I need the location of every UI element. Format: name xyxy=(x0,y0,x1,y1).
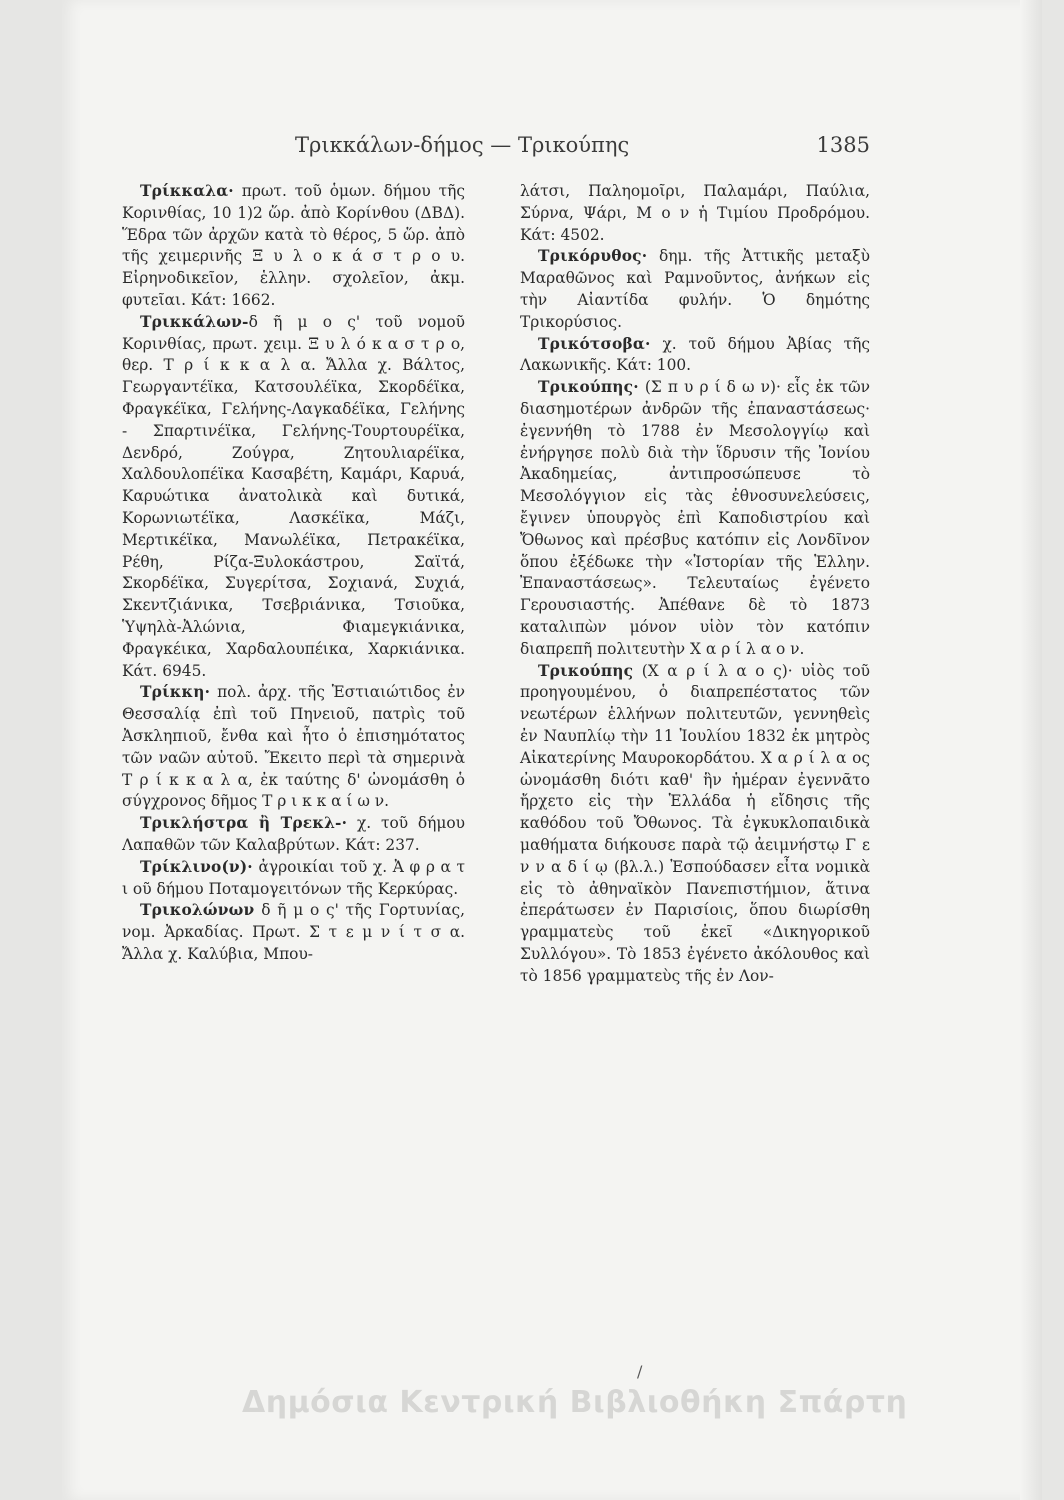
entry-headword: Τρίκκαλα· xyxy=(140,182,234,200)
entry-text: ἀγροικίαι τοῦ χ. Ἀ φ ρ α τ ι οῦ δήμου Ποταμογειτόνων τῆς Κερκύρας. xyxy=(122,857,465,898)
entry-text: δ ῆ μ ο ς' τοῦ νομοῦ Κορινθίας, πρωτ. χειμ. Ξ υ λ ό κ α σ τ ρ ο, θερ. Τ ρ ί κ κ α λ α. Ἄλλα χ. Βάλτος, Γεωργαντέϊκα, Κατσουλέϊκα, Σκορδέϊκα, Φραγκέϊκα, Γελήνης-Λαγκαδέϊκα, Γελήνης - Σπαρτινέϊκα, Γελήνης-Τουρτουρέϊκα, Δενδρό, Ζούγρα, Ζητουλιαρέϊκα, Χαλδουλοπέϊκα Κασαβέτη, Καμάρι, Καρυά, Καρυώτικα ἀνατολικὰ καὶ δυτικά, Κορωνιωτέϊκα, Λασκέϊκα, Μάζι, Μερτικέϊκα, Μανωλέϊκα, Πετρακέϊκα, Ρέθη, Ρίζα-Ξυλοκάστρου, Σαϊτά, Σκορδέϊκα, Συγερίτσα, Σοχιανά, Συχιά, Σκεντζιάνικα, Τσεβριάνικα, Τσιοῦκα, Ὑψηλὰ-Ἀλώνια, Φιαμεγκιάνικα, Φραγκέικα, Χαρδαλουπέικα, Χαρκιάνικα. Κάτ. 6945. xyxy=(122,312,465,680)
running-header xyxy=(295,133,870,167)
right-column xyxy=(520,181,870,987)
entry-trikki xyxy=(122,682,465,813)
entry-trikolonon xyxy=(122,900,465,965)
entry-trikkala xyxy=(122,181,465,312)
entry-headword: Τρικούπης· xyxy=(538,378,639,397)
entry-triklino xyxy=(122,857,465,901)
running-title: Τρικκάλων-δήμος — Τρικούπης xyxy=(295,133,630,157)
entry-trikoupis-spyridon xyxy=(520,377,870,660)
entry-trikorythos xyxy=(520,246,870,333)
entry-trikkalon-dimos xyxy=(122,312,465,683)
entry-headword: Τρικότσοβα· xyxy=(538,334,651,353)
entry-text: (Χ α ρ ί λ α ο ς)· υἱὸς τοῦ προηγουμένου, ὁ διαπρεπέστατος τῶν νεωτέρων ἑλλήνων πολιτευτῶν, γεννηθεὶς ἐν Ναυπλίῳ τὴν 11 Ἰουλίου 1832 ἐκ μητρὸς Αἰκατερίνης Μαυροκορδάτου. Χ α ρ ί λ α ος ὠνομάσθη διότι καθ' ἣν ἡμέραν ἐγεννᾶτο ἤρχετο εἰς τὴν Ἑλλάδα ἡ εἴδησις τῆς καθόδου τοῦ Ὄθωνος. Τὰ ἐγκυκλοπαιδικὰ μαθήματα διήκουσε παρὰ τῷ ἀειμνήστῳ Γ ε ν ν α δ ί ῳ (βλ.λ.) Ἐσπούδασεν εἶτα νομικὰ εἰς τὸ ἀθηναϊκὸν Πανεπιστήμιον, ἅτινα ἐπεράτωσεν ἐν Παρισίοις, ὅπου διωρίσθη γραμματεὺς τοῦ ἐκεῖ «Δικηγορικοῦ Συλλόγου». Τὸ 1853 ἐγένετο ἀκόλουθος καὶ τὸ 1856 γραμματεὺς τῆς ἐν Λον- xyxy=(520,661,870,985)
page-edge-shadow xyxy=(1020,0,1042,1500)
entry-headword: Τρικόρυθος· xyxy=(538,247,648,266)
entry-text: δημ. τῆς Ἀττικῆς μεταξὺ Μαραθῶνος καὶ Ραμνοῦντος, ἀνήκων εἰς τὴν Αἰαντίδα φυλήν. Ὁ δημότης Τρικορύσιος. xyxy=(520,247,870,331)
library-watermark: Δημόσια Κεντρική Βιβλιοθήκη Σπάρτη xyxy=(242,1385,908,1420)
entry-headword: Τρικλήστρα ἢ Τρεκλ-· xyxy=(140,814,348,833)
entry-headword: Τρικούπης xyxy=(538,661,634,680)
entry-trikoupis-charilaos xyxy=(520,661,870,988)
entry-text: χ. τοῦ δήμου Ἀβίας τῆς Λακωνικῆς. Κάτ: 100. xyxy=(520,334,870,375)
entry-triklistra xyxy=(122,813,465,857)
entry-trikotsova xyxy=(520,334,870,378)
entry-text: λάτσι, Παληομοῖρι, Παλαμάρι, Παύλια, Σύρνα, Ψάρι, Μ ο ν ἡ Τιμίου Προδρόμου. Κάτ: 4502. xyxy=(520,182,870,244)
entry-trikolonon-continued xyxy=(520,181,870,246)
entry-headword: Τρίκλινο(ν)· xyxy=(140,857,253,876)
entry-headword: Τρικολώνων xyxy=(140,901,255,920)
margin-mark: / xyxy=(637,1362,643,1381)
entry-headword: Τρικκάλων- xyxy=(140,312,249,331)
entry-text: δ ῆ μ ο ς' τῆς Γορτυνίας, νομ. Ἀρκαδίας. Πρωτ. Σ τ ε μ ν ί τ σ α. Ἄλλα χ. Καλύβια, Μπου- xyxy=(122,901,465,963)
left-column xyxy=(122,181,465,966)
entry-text: χ. τοῦ δήμου Λαπαθῶν τῶν Καλαβρύτων. Κάτ: 237. xyxy=(122,814,465,854)
entry-text: (Σ π υ ρ ί δ ω ν)· εἷς ἐκ τῶν διασημοτέρων ἀνδρῶν τῆς ἐπαναστάσεως· ἐγεννήθη τὸ 1788 ἐν Μεσολογγίῳ καὶ ἐνήργησε πολὺ διὰ τὴν ἵδρυσιν τῆς Ἰονίου Ἀκαδημείας, ἀντιπροσώπευσε τὸ Μεσολόγγιον εἰς τὰς ἐθνοσυνελεύσεις, ἔγινεν ὑπουργὸς ἐπὶ Καποδιστρίου καὶ Ὄθωνος καὶ πρέσβυς κατόπιν εἰς Λονδῖνον ὅπου ἐξέδωκε τὴν «Ἱστορίαν τῆς Ἑλλην. Ἐπαναστάσεως». Τελευταίως ἐγένετο Γερουσιαστής. Ἀπέθανε δὲ τὸ 1873 καταλιπὼν μόνον υἱὸν τὸν κατόπιν διαπρεπῆ πολιτευτὴν Χ α ρ ί λ α ο ν. xyxy=(520,378,870,658)
entry-headword: Τρίκκη· xyxy=(140,683,211,702)
entry-text: πολ. ἀρχ. τῆς Ἑστιαιώτιδος ἐν Θεσσαλίᾳ ἐπὶ τοῦ Πηνειοῦ, πατρὶς τοῦ Ἀσκληπιοῦ, ἔνθα καὶ ἦτο ὁ ἐπισημότατος τῶν ναῶν αὐτοῦ. Ἔκειτο περὶ τὰ σημερινὰ Τ ρ ί κ κ α λ α, ἐκ ταύτης δ' ὠνομάσθη ὁ σύγχρονος δῆμος Τ ρ ι κ κ α ί ω ν. xyxy=(122,683,465,811)
page-number: 1385 xyxy=(816,133,870,157)
entry-text: πρωτ. τοῦ ὁμων. δήμου τῆς Κορινθίας, 10 1)2 ὥρ. ἀπὸ Κορίνθου (ΔΒΔ). Ἕδρα τῶν ἀρχῶν κατὰ τὸ θέρος, 5 ὥρ. ἀπὸ τῆς χειμερινῆς Ξ υ λ ο κ ά σ τ ρ ο υ. Εἰρηνοδικεῖον, ἑλλην. σχολεῖον, ἀκμ. φυτεῖαι. Κάτ: 1662. xyxy=(122,182,465,309)
